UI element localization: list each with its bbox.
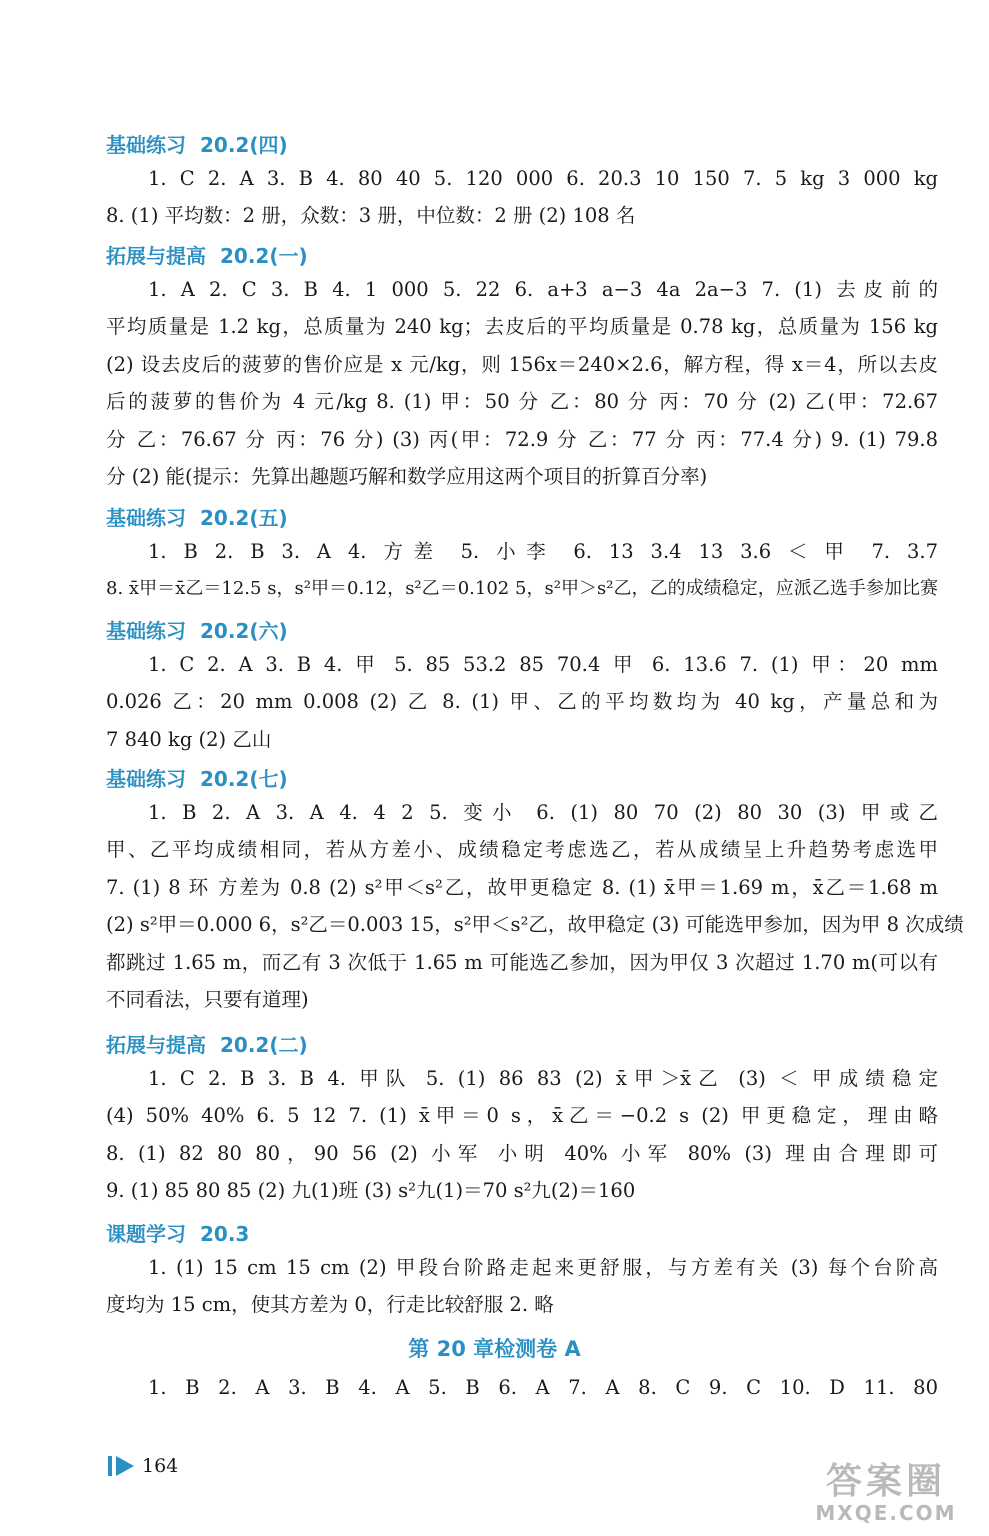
answer-line: 后的菠萝的售价为 4 元/kg 8. (1) 甲：50 分 乙：80 分 丙：70 分 (2) 乙(甲：72.67	[106, 390, 938, 414]
chapter-answers	[106, 1369, 938, 1406]
section-code: 20.3	[200, 1222, 250, 1246]
watermark-logo	[801, 1462, 971, 1528]
section-1	[106, 130, 938, 235]
footer-bar-icon	[108, 1456, 112, 1476]
section-title: 基础练习	[106, 619, 186, 643]
answer-line: 0.026 乙：20 mm 0.008 (2) 乙 8. (1) 甲、乙的平均数均为 40 kg，产量总和为	[106, 690, 938, 714]
section-heading	[106, 616, 938, 646]
answer-line: 1. C 2. B 3. B 4. 甲队 5. (1) 86 83 (2) x̄甲＞x̄乙 (3) ＜ 甲成绩稳定	[148, 1067, 938, 1090]
section-6	[106, 1030, 938, 1210]
section-title: 基础练习	[106, 767, 186, 791]
chapter-title: 第 20 章检测卷 A	[408, 1337, 581, 1361]
play-triangle-icon	[116, 1456, 134, 1476]
answer-line: 1. A 2. C 3. B 4. 1 000 5. 22 6. a+3 a−3 4a 2a−3 7. (1) 去皮前的	[148, 278, 938, 301]
watermark-url: MXQE.COM	[815, 1501, 957, 1525]
answer-line: 9. (1) 85 80 85 (2) 九(1)班 (3) s²九(1)＝70 s²九(2)＝160	[106, 1179, 636, 1203]
section-heading	[106, 241, 938, 271]
answer-line: 1. C 2. A 3. B 4. 甲 5. 85 53.2 85 70.4 甲 6. 13.6 7. (1) 甲：20 mm	[148, 653, 938, 676]
watermark-text: 答案圈	[825, 1461, 946, 1502]
section-3	[106, 503, 938, 608]
answer-line: 1. B 2. A 3. A 4. 4 2 5. 变小 6. (1) 80 70 (2) 80 30 (3) 甲或乙	[148, 801, 938, 824]
answer-line: 不同看法，只要有道理)	[106, 988, 309, 1012]
section-heading	[106, 130, 938, 160]
section-4	[106, 616, 938, 758]
answer-line: (4) 50% 40% 6. 5 12 7. (1) x̄甲＝0 s，x̄乙＝−0.2 s (2) 甲更稳定，理由略	[106, 1104, 938, 1128]
section-code: 20.2(六)	[200, 619, 288, 643]
section-heading	[106, 503, 938, 533]
answer-line: 1. B 2. A 3. B 4. A 5. B 6. A 7. A 8. C 9. C 10. D 11. 80	[148, 1376, 938, 1399]
section-heading	[106, 1030, 938, 1060]
answer-line: 度均为 15 cm，使其方差为 0，行走比较舒服 2. 略	[106, 1293, 554, 1317]
answer-line: 甲、乙平均成绩相同，若从方差小、成绩稳定考虑选乙，若从成绩呈上升趋势考虑选甲	[106, 838, 938, 862]
answer-line: (2) 设去皮后的菠萝的售价应是 x 元/kg，则 156x＝240×2.6，解方程，得 x＝4，所以去皮	[106, 352, 938, 376]
answer-line: 分 乙：76.67 分 丙：76 分) (3) 丙(甲：72.9 分 乙：77 分 丙：77.4 分) 9. (1) 79.8	[106, 427, 938, 451]
answer-line: 8. x̄甲＝x̄乙＝12.5 s，s²甲＝0.12，s²乙＝0.102 5，s²甲＞s²乙，乙的成绩稳定，应派乙选手参加比赛	[106, 578, 938, 600]
section-2	[106, 241, 938, 495]
answer-line: 1. (1) 15 cm 15 cm (2) 甲段台阶路走起来更舒服，与方差有关 (3) 每个台阶高	[148, 1256, 938, 1279]
answer-line: 1. C 2. A 3. B 4. 80 40 5. 120 000 6. 20.3 10 150 7. 5 kg 3 000 kg	[148, 167, 938, 190]
section-title: 基础练习	[106, 133, 186, 157]
page-number: 164	[142, 1455, 179, 1477]
answer-line: 都跳过 1.65 m，而乙有 3 次低于 1.65 m 可能选乙参加，因为甲仅 3 次超过 1.70 m(可以有	[106, 950, 938, 974]
section-code: 20.2(一)	[220, 244, 308, 268]
section-title: 基础练习	[106, 506, 186, 530]
answer-line: (2) s²甲＝0.000 6，s²乙＝0.003 15，s²甲＜s²乙，故甲稳定 (3) 可能选甲参加，因为甲 8 次成绩	[106, 913, 964, 937]
section-heading	[106, 764, 938, 794]
answer-line: 8. (1) 平均数：2 册，众数：3 册，中位数：2 册 (2) 108 名	[106, 204, 636, 228]
section-code: 20.2(七)	[200, 767, 288, 791]
section-heading	[106, 1219, 938, 1249]
answer-line: 8. (1) 82 80 80，90 56 (2) 小军 小明 40% 小军 80% (3) 理由合理即可	[106, 1141, 938, 1165]
section-5	[106, 764, 964, 1018]
answer-line: 7. (1) 8 环 方差为 0.8 (2) s²甲＜s²乙，故甲更稳定 8. (1) x̄甲＝1.69 m，x̄乙＝1.68 m	[106, 875, 938, 899]
answer-line: 1. B 2. B 3. A 4. 方差 5. 小李 6. 13 3.4 13 3.6 ＜ 甲 7. 3.7	[148, 540, 938, 563]
page-footer	[108, 1451, 178, 1481]
section-code: 20.2(五)	[200, 506, 288, 530]
section-code: 20.2(二)	[220, 1033, 308, 1057]
section-code: 20.2(四)	[200, 133, 288, 157]
answer-line: 平均质量是 1.2 kg，总质量为 240 kg；去皮后的平均质量是 0.78 kg，总质量为 156 kg	[106, 315, 938, 339]
section-title: 课题学习	[106, 1222, 186, 1246]
section-title: 拓展与提高	[106, 244, 206, 268]
answer-line: 7 840 kg (2) 乙山	[106, 727, 272, 751]
section-7	[106, 1219, 938, 1324]
section-title: 拓展与提高	[106, 1033, 206, 1057]
answer-line: 分 (2) 能(提示：先算出趣题巧解和数学应用这两个项目的折算百分率)	[106, 465, 708, 489]
